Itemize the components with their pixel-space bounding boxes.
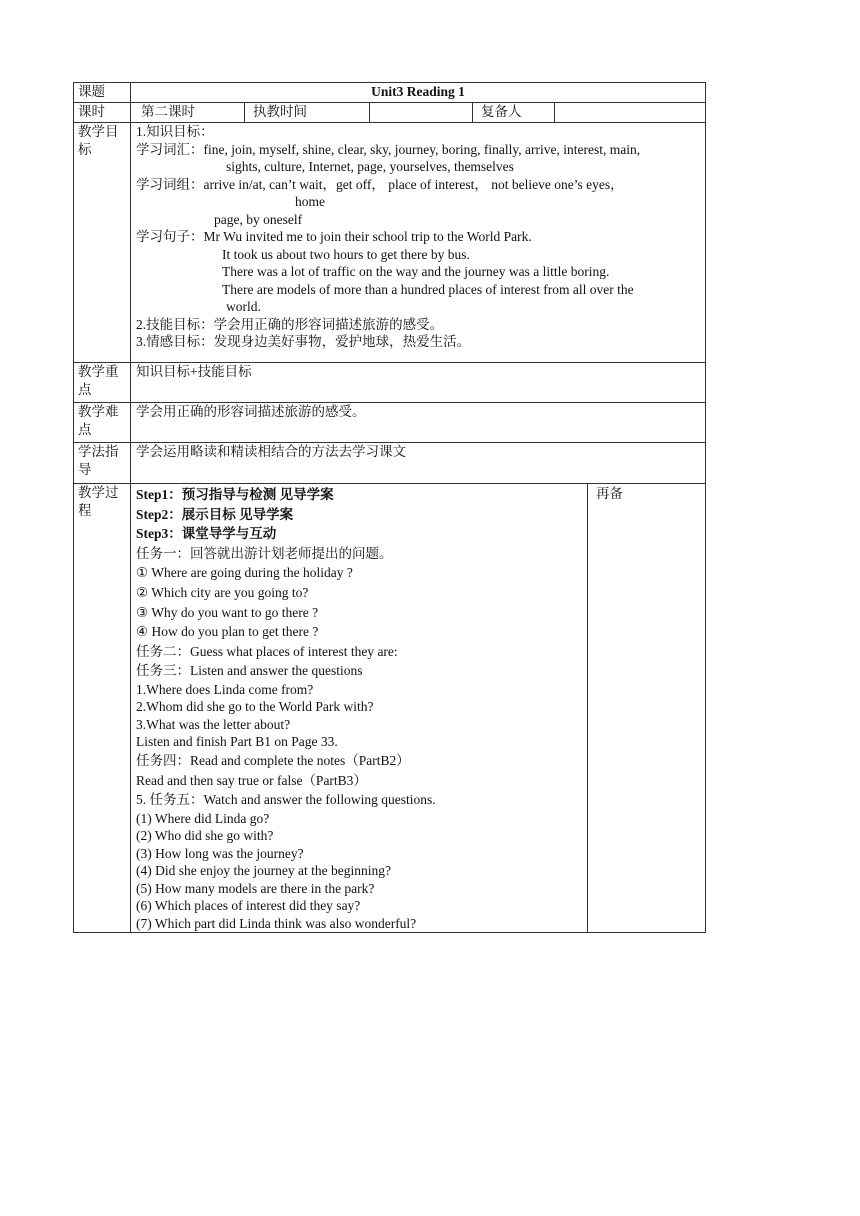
read-tasks bbox=[136, 751, 583, 810]
emotion-objective: 3.情感目标：发现身边美好事物，爱护地球，热爱生活。 bbox=[136, 334, 471, 349]
objectives-label: 教学目标 bbox=[74, 123, 131, 363]
question-line: 2.Whom did she go to the World Park with? bbox=[136, 699, 374, 715]
row-method bbox=[74, 443, 706, 484]
sentence-line-2: It took us about two hours to get there by bus. bbox=[222, 246, 470, 262]
difficulty-label: 教学难点 bbox=[74, 403, 131, 443]
row-topic bbox=[74, 83, 706, 103]
phrase-line-3: page, by oneself bbox=[214, 211, 303, 227]
listen-questions bbox=[136, 681, 583, 751]
task-line: ④ How do you plan to get there ? bbox=[136, 624, 319, 640]
reviewer-value bbox=[555, 103, 706, 123]
process-side-label: 再备 bbox=[588, 484, 706, 933]
row-key-points bbox=[74, 363, 706, 403]
skill-objective: 2.技能目标：学会用正确的形容词描述旅游的感受。 bbox=[136, 316, 444, 332]
key-points-value: 知识目标+技能目标 bbox=[131, 363, 706, 403]
task-line: ① Where are going during the holiday ? bbox=[136, 565, 353, 581]
vocab-text-1: fine, join, myself, shine, clear, sky, journey, boring, finally, arrive, interest, main, bbox=[203, 141, 641, 157]
row-objectives bbox=[74, 123, 706, 363]
watch-questions bbox=[136, 810, 583, 933]
task-line: 任务一：回答就出游计划老师提出的问题。 bbox=[136, 545, 393, 561]
step-1: Step1：预习指导与检测 见导学案 bbox=[136, 487, 334, 502]
vocab-label: 学习词汇： bbox=[136, 141, 204, 157]
row-process bbox=[74, 484, 706, 933]
process-content bbox=[131, 484, 588, 933]
topic-value: Unit3 Reading 1 bbox=[131, 83, 706, 103]
task-line: 任务三：Listen and answer the questions bbox=[136, 663, 363, 679]
step-3: Step3：课堂导学与互动 bbox=[136, 526, 277, 542]
question-line: (6) Which places of interest did they say? bbox=[136, 898, 361, 914]
question-line: (2) Who did she go with? bbox=[136, 828, 274, 844]
topic-label: 课题 bbox=[74, 83, 131, 103]
row-difficulty bbox=[74, 403, 706, 443]
row-period bbox=[74, 103, 706, 123]
process-steps bbox=[136, 485, 583, 681]
question-line: (1) Where did Linda go? bbox=[136, 810, 270, 826]
task-line: ③ Why do you want to go there ? bbox=[136, 604, 319, 620]
knowledge-title: 1.知识目标： bbox=[136, 124, 214, 139]
question-line: (4) Did she enjoy the journey at the beginning? bbox=[136, 863, 391, 879]
key-points-label: 教学重点 bbox=[74, 363, 131, 403]
question-line: 3.What was the letter about? bbox=[136, 716, 291, 732]
task-line: Read and then say true or false（PartB3） bbox=[136, 772, 367, 788]
process-label: 教学过程 bbox=[74, 484, 131, 933]
teach-time-value bbox=[370, 103, 473, 123]
lesson-plan-table bbox=[73, 82, 706, 933]
phrase-label: 学习词组： bbox=[136, 176, 204, 192]
vocab-line-1 bbox=[136, 141, 701, 159]
question-line: 1.Where does Linda come from? bbox=[136, 681, 314, 697]
objectives-content bbox=[131, 123, 706, 363]
task-line: ② Which city are you going to? bbox=[136, 584, 309, 600]
period-label: 课时 bbox=[74, 103, 131, 123]
phrase-line-2: home bbox=[295, 194, 325, 209]
sentence-line-5: world. bbox=[226, 299, 261, 314]
question-line: (5) How many models are there in the park? bbox=[136, 880, 375, 896]
sentence-line-3: There was a lot of traffic on the way and the journey was a little boring. bbox=[222, 264, 610, 279]
sentence-line-4: There are models of more than a hundred places of interest from all over the bbox=[222, 281, 634, 297]
difficulty-value: 学会用正确的形容词描述旅游的感受。 bbox=[131, 403, 706, 443]
method-value: 学会运用略读和精读相结合的方法去学习课文 bbox=[131, 443, 706, 484]
task-line: 任务四：Read and complete the notes（PartB2） bbox=[136, 752, 410, 768]
question-line: (7) Which part did Linda think was also wonderful? bbox=[136, 915, 417, 931]
vocab-line-2: sights, culture, Internet, page, yourselves, themselves bbox=[226, 159, 514, 174]
sentence-text-1: Mr Wu invited me to join their school trip to the World Park. bbox=[203, 229, 532, 244]
question-line: Listen and finish Part B1 on Page 33. bbox=[136, 734, 338, 750]
reviewer-label: 复备人 bbox=[473, 103, 555, 123]
sentence-label: 学习句子： bbox=[136, 229, 204, 244]
phrase-line-1 bbox=[136, 176, 701, 194]
task-line: 5. 任务五：Watch and answer the following questions. bbox=[136, 792, 436, 808]
task-line: 任务二：Guess what places of interest they are: bbox=[136, 643, 398, 659]
phrase-text-1: arrive in/at, can’t wait，get off， place of interest， not believe one’s eyes， bbox=[203, 176, 624, 192]
sentence-line-1 bbox=[136, 228, 701, 246]
period-value: 第二课时 bbox=[131, 103, 245, 123]
method-label: 学法指导 bbox=[74, 443, 131, 484]
question-line: (3) How long was the journey? bbox=[136, 845, 304, 861]
step-2: Step2：展示目标 见导学案 bbox=[136, 506, 294, 522]
teach-time-label: 执教时间 bbox=[245, 103, 370, 123]
